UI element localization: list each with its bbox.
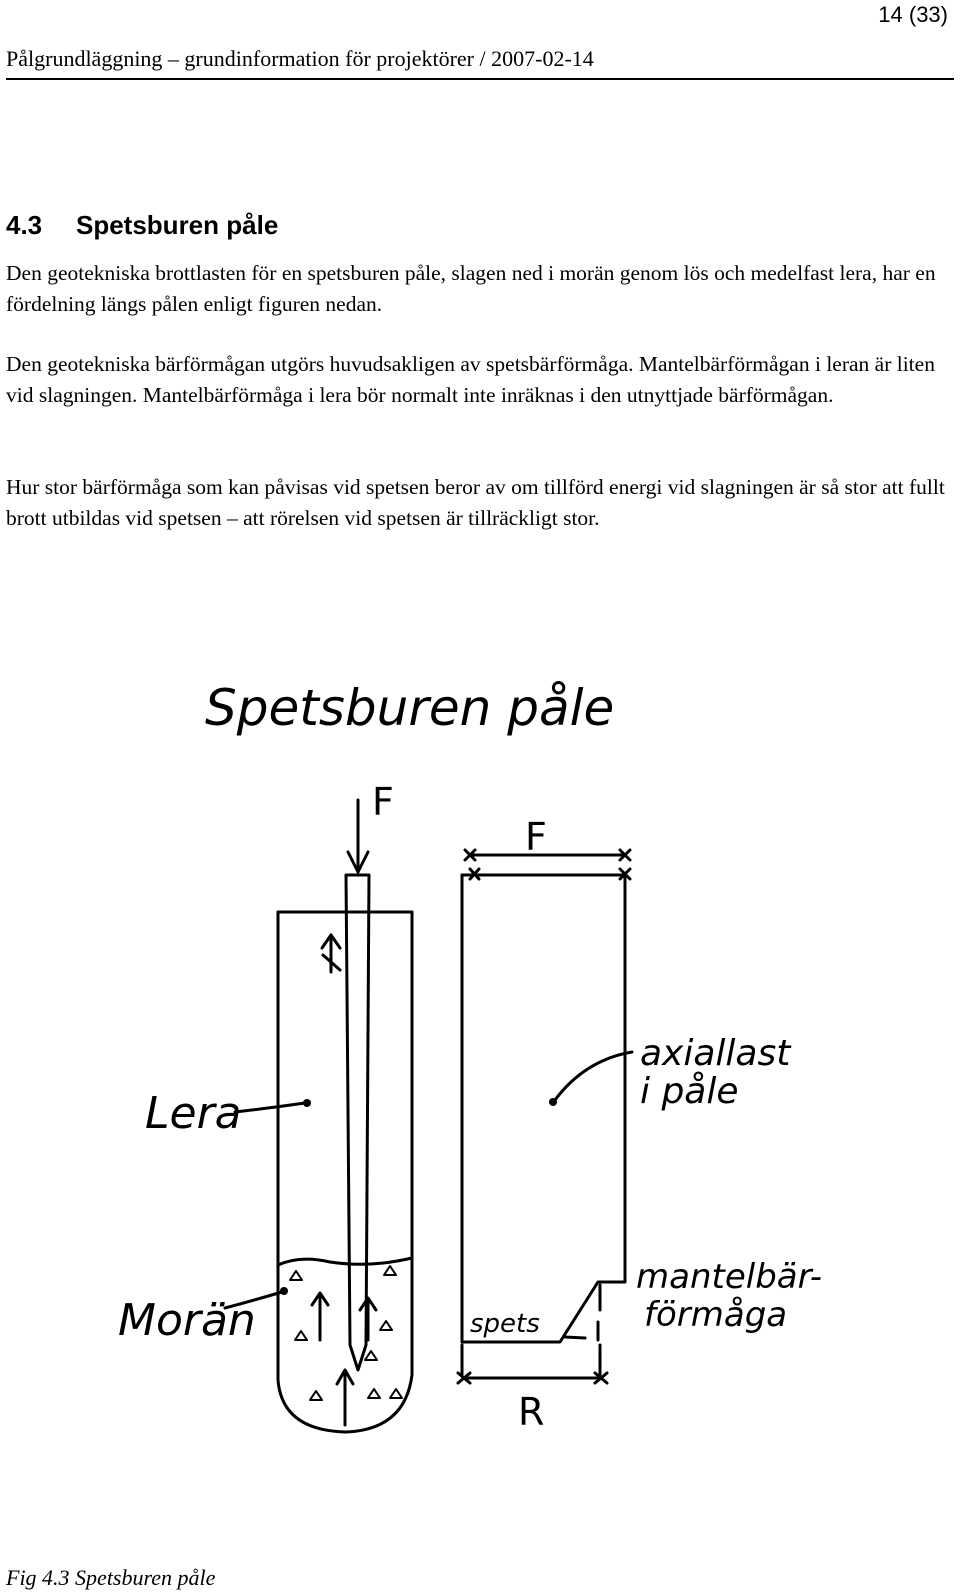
label-clay: Lera: [145, 1088, 242, 1139]
figure-title: Spetsburen påle: [205, 679, 615, 737]
page-number: 14 (33): [878, 2, 948, 27]
clay-moraine-boundary: [278, 1258, 412, 1265]
soil-container-outline: [278, 912, 412, 1432]
section-title: Spetsburen påle: [76, 210, 279, 240]
document-header: Pålgrundläggning – grundinformation för projektörer / 2007-02-14: [6, 46, 594, 71]
header-rule: [6, 78, 954, 80]
label-axial-2: i påle: [640, 1071, 739, 1112]
label-moraine: Morän: [118, 1295, 256, 1346]
label-tip: spets: [470, 1309, 540, 1339]
section-heading: [6, 210, 278, 241]
label-reaction: R: [518, 1390, 545, 1434]
label-axial-1: axiallast: [640, 1033, 791, 1074]
label-shaft-1: mantelbär-: [636, 1257, 823, 1297]
paragraph-2: Den geotekniska bärförmågan utgörs huvudsakligen av spetsbärförmåga. Mantelbärförmågan i leran är liten vid slagningen. Mantelbärförmåga i lera bör normalt inte inräknas i den utnyttjade bärförmågan.: [6, 352, 935, 407]
axial-leader: [555, 1052, 632, 1100]
pile-figure: [0, 660, 960, 1540]
paragraph-3: Hur stor bärförmåga som kan påvisas vid spetsen beror av om tillförd energi vid slagningen är så stor att fullt brott utbildas vid spetsen – att rörelsen vid spetsen är tillräckligt stor.: [6, 475, 945, 530]
axial-load-diagram: [462, 875, 625, 1342]
paragraph-1: Den geotekniska brottlasten för en spetsburen påle, slagen ned i morän genom lös och medelfast lera, har en fördelning längs pålen enligt figuren nedan.: [6, 261, 936, 316]
load-label-left: F: [372, 780, 394, 824]
label-shaft-2: förmåga: [644, 1295, 788, 1335]
clay-leader: [235, 1103, 305, 1112]
section-number: 4.3: [6, 210, 43, 240]
pile-left: [346, 875, 369, 1370]
load-label-right: F: [525, 815, 547, 859]
figure-caption: Fig 4.3 Spetsburen påle: [6, 1565, 216, 1590]
